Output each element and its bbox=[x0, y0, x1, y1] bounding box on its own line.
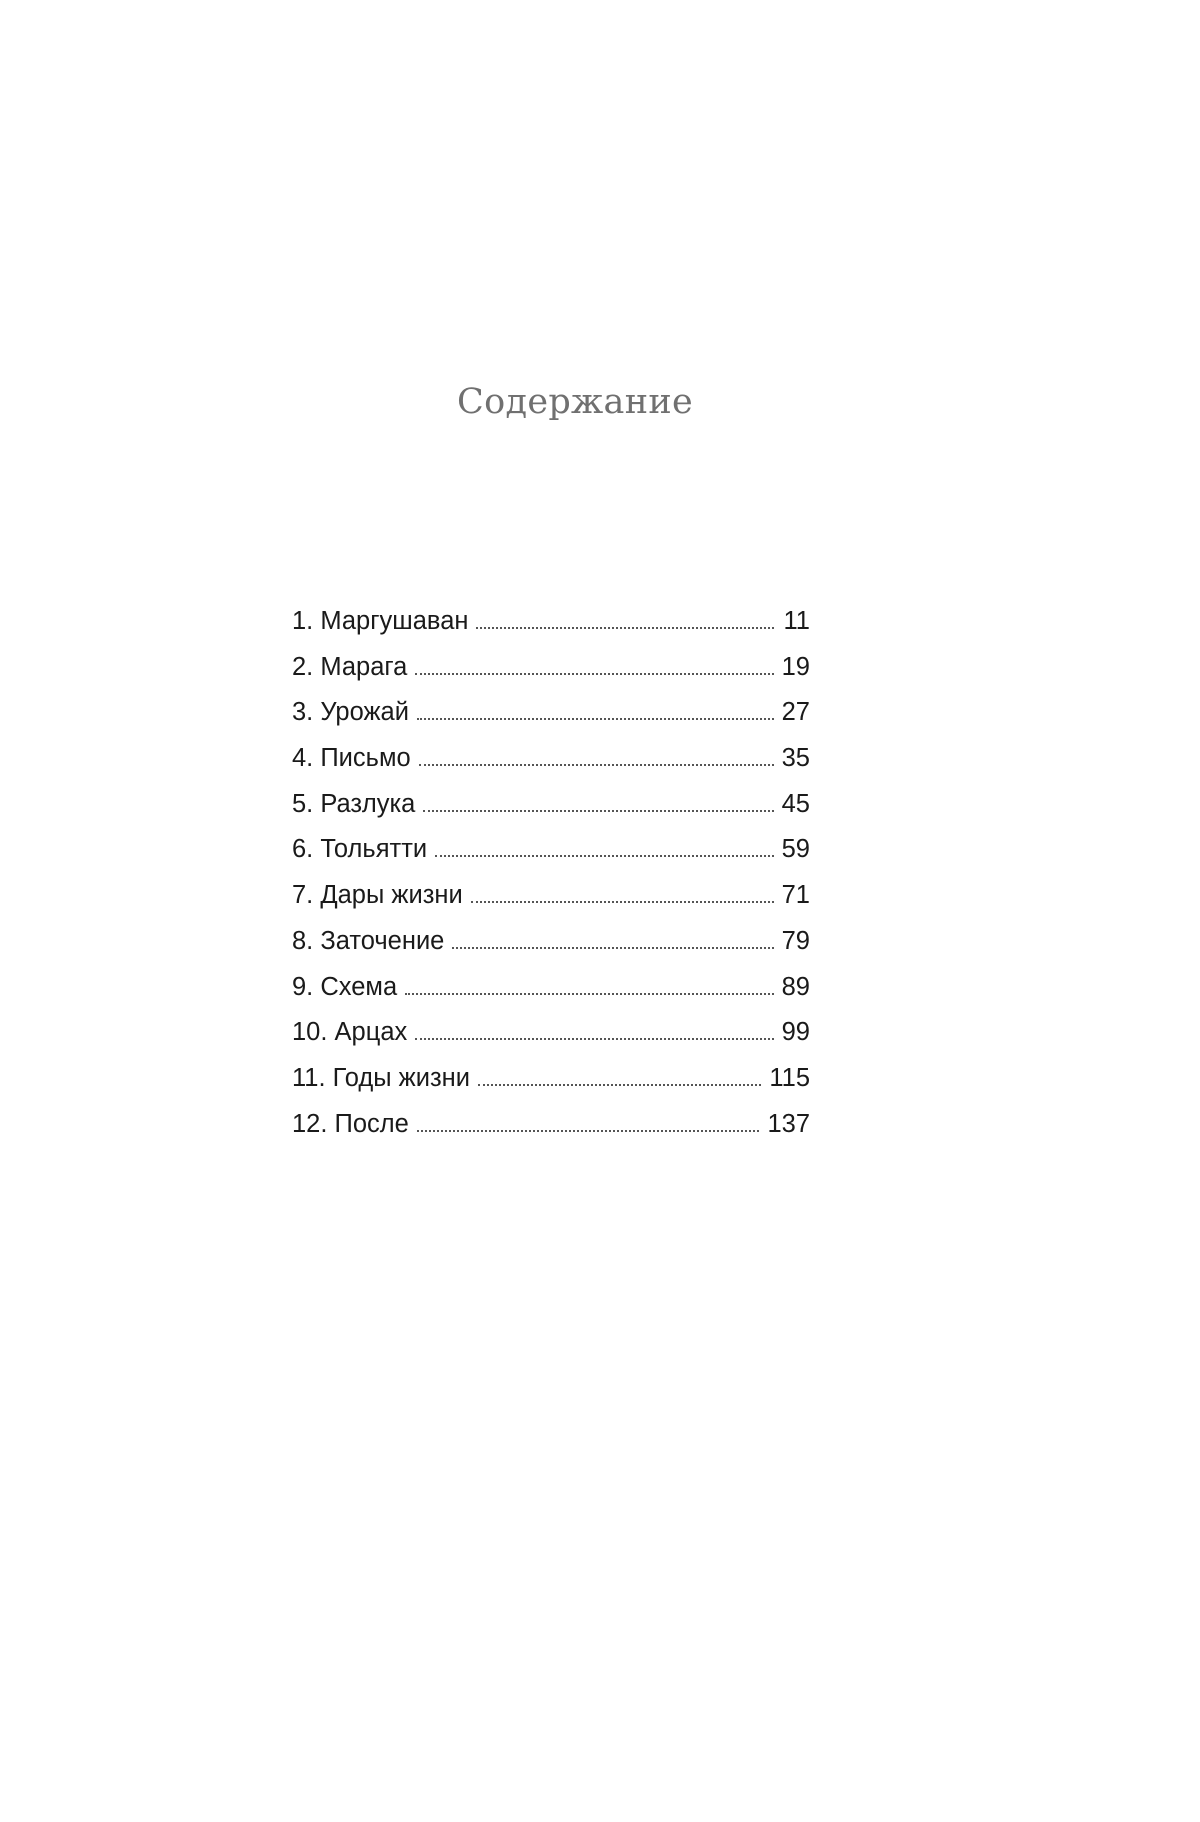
toc-entry bbox=[292, 965, 810, 1011]
toc-entry-label: 2. Марага bbox=[292, 652, 408, 681]
toc-entry-label: 12. После bbox=[292, 1109, 409, 1138]
toc-entry-label: 10. Арцах bbox=[292, 1018, 408, 1047]
table-of-contents bbox=[292, 599, 810, 1147]
toc-entry-page: 45 bbox=[781, 789, 810, 818]
dot-leader bbox=[452, 945, 773, 949]
toc-entry-page: 19 bbox=[781, 652, 810, 681]
toc-entry bbox=[292, 645, 810, 691]
toc-entry bbox=[292, 736, 810, 782]
toc-entry-label: 1. Маргушаван bbox=[292, 607, 469, 635]
toc-entry-label: 5. Разлука bbox=[292, 789, 416, 818]
toc-entry-page: 11 bbox=[783, 607, 810, 635]
dot-leader bbox=[419, 762, 774, 766]
toc-entry-page: 99 bbox=[781, 1018, 810, 1047]
dot-leader bbox=[417, 716, 774, 720]
toc-entry bbox=[292, 827, 810, 873]
toc-entry bbox=[292, 690, 810, 736]
toc-entry bbox=[292, 1010, 810, 1056]
toc-entry-page: 59 bbox=[781, 835, 810, 864]
toc-entry-label: 3. Урожай bbox=[292, 698, 409, 727]
dot-leader bbox=[476, 625, 774, 629]
dot-leader bbox=[471, 899, 774, 903]
toc-entry bbox=[292, 782, 810, 828]
toc-entry bbox=[292, 873, 810, 919]
dot-leader bbox=[417, 1128, 760, 1132]
toc-entry bbox=[292, 919, 810, 965]
toc-entry-page: 27 bbox=[781, 698, 810, 727]
toc-entry bbox=[292, 599, 810, 645]
toc-entry-label: 9. Схема bbox=[292, 972, 398, 1001]
toc-entry-label: 4. Письмо bbox=[292, 744, 411, 773]
toc-entry-label: 7. Дары жизни bbox=[292, 881, 463, 910]
toc-entry-label: 6. Тольятти bbox=[292, 835, 428, 864]
dot-leader bbox=[423, 808, 773, 812]
toc-entry bbox=[292, 1056, 810, 1102]
toc-entry-label: 11. Годы жизни bbox=[292, 1063, 470, 1092]
toc-entry bbox=[292, 1102, 810, 1148]
toc-entry-page: 115 bbox=[769, 1063, 810, 1092]
dot-leader bbox=[435, 853, 773, 857]
dot-leader bbox=[405, 991, 773, 995]
dot-leader bbox=[415, 671, 773, 675]
page-title: Содержание bbox=[457, 382, 693, 422]
dot-leader bbox=[478, 1082, 761, 1086]
toc-entry-page: 71 bbox=[781, 881, 810, 910]
toc-entry-page: 137 bbox=[767, 1109, 810, 1138]
toc-entry-label: 8. Заточение bbox=[292, 926, 445, 955]
toc-entry-page: 79 bbox=[781, 926, 810, 955]
toc-entry-page: 35 bbox=[781, 744, 810, 773]
toc-entry-page: 89 bbox=[781, 972, 810, 1001]
dot-leader bbox=[415, 1036, 773, 1040]
